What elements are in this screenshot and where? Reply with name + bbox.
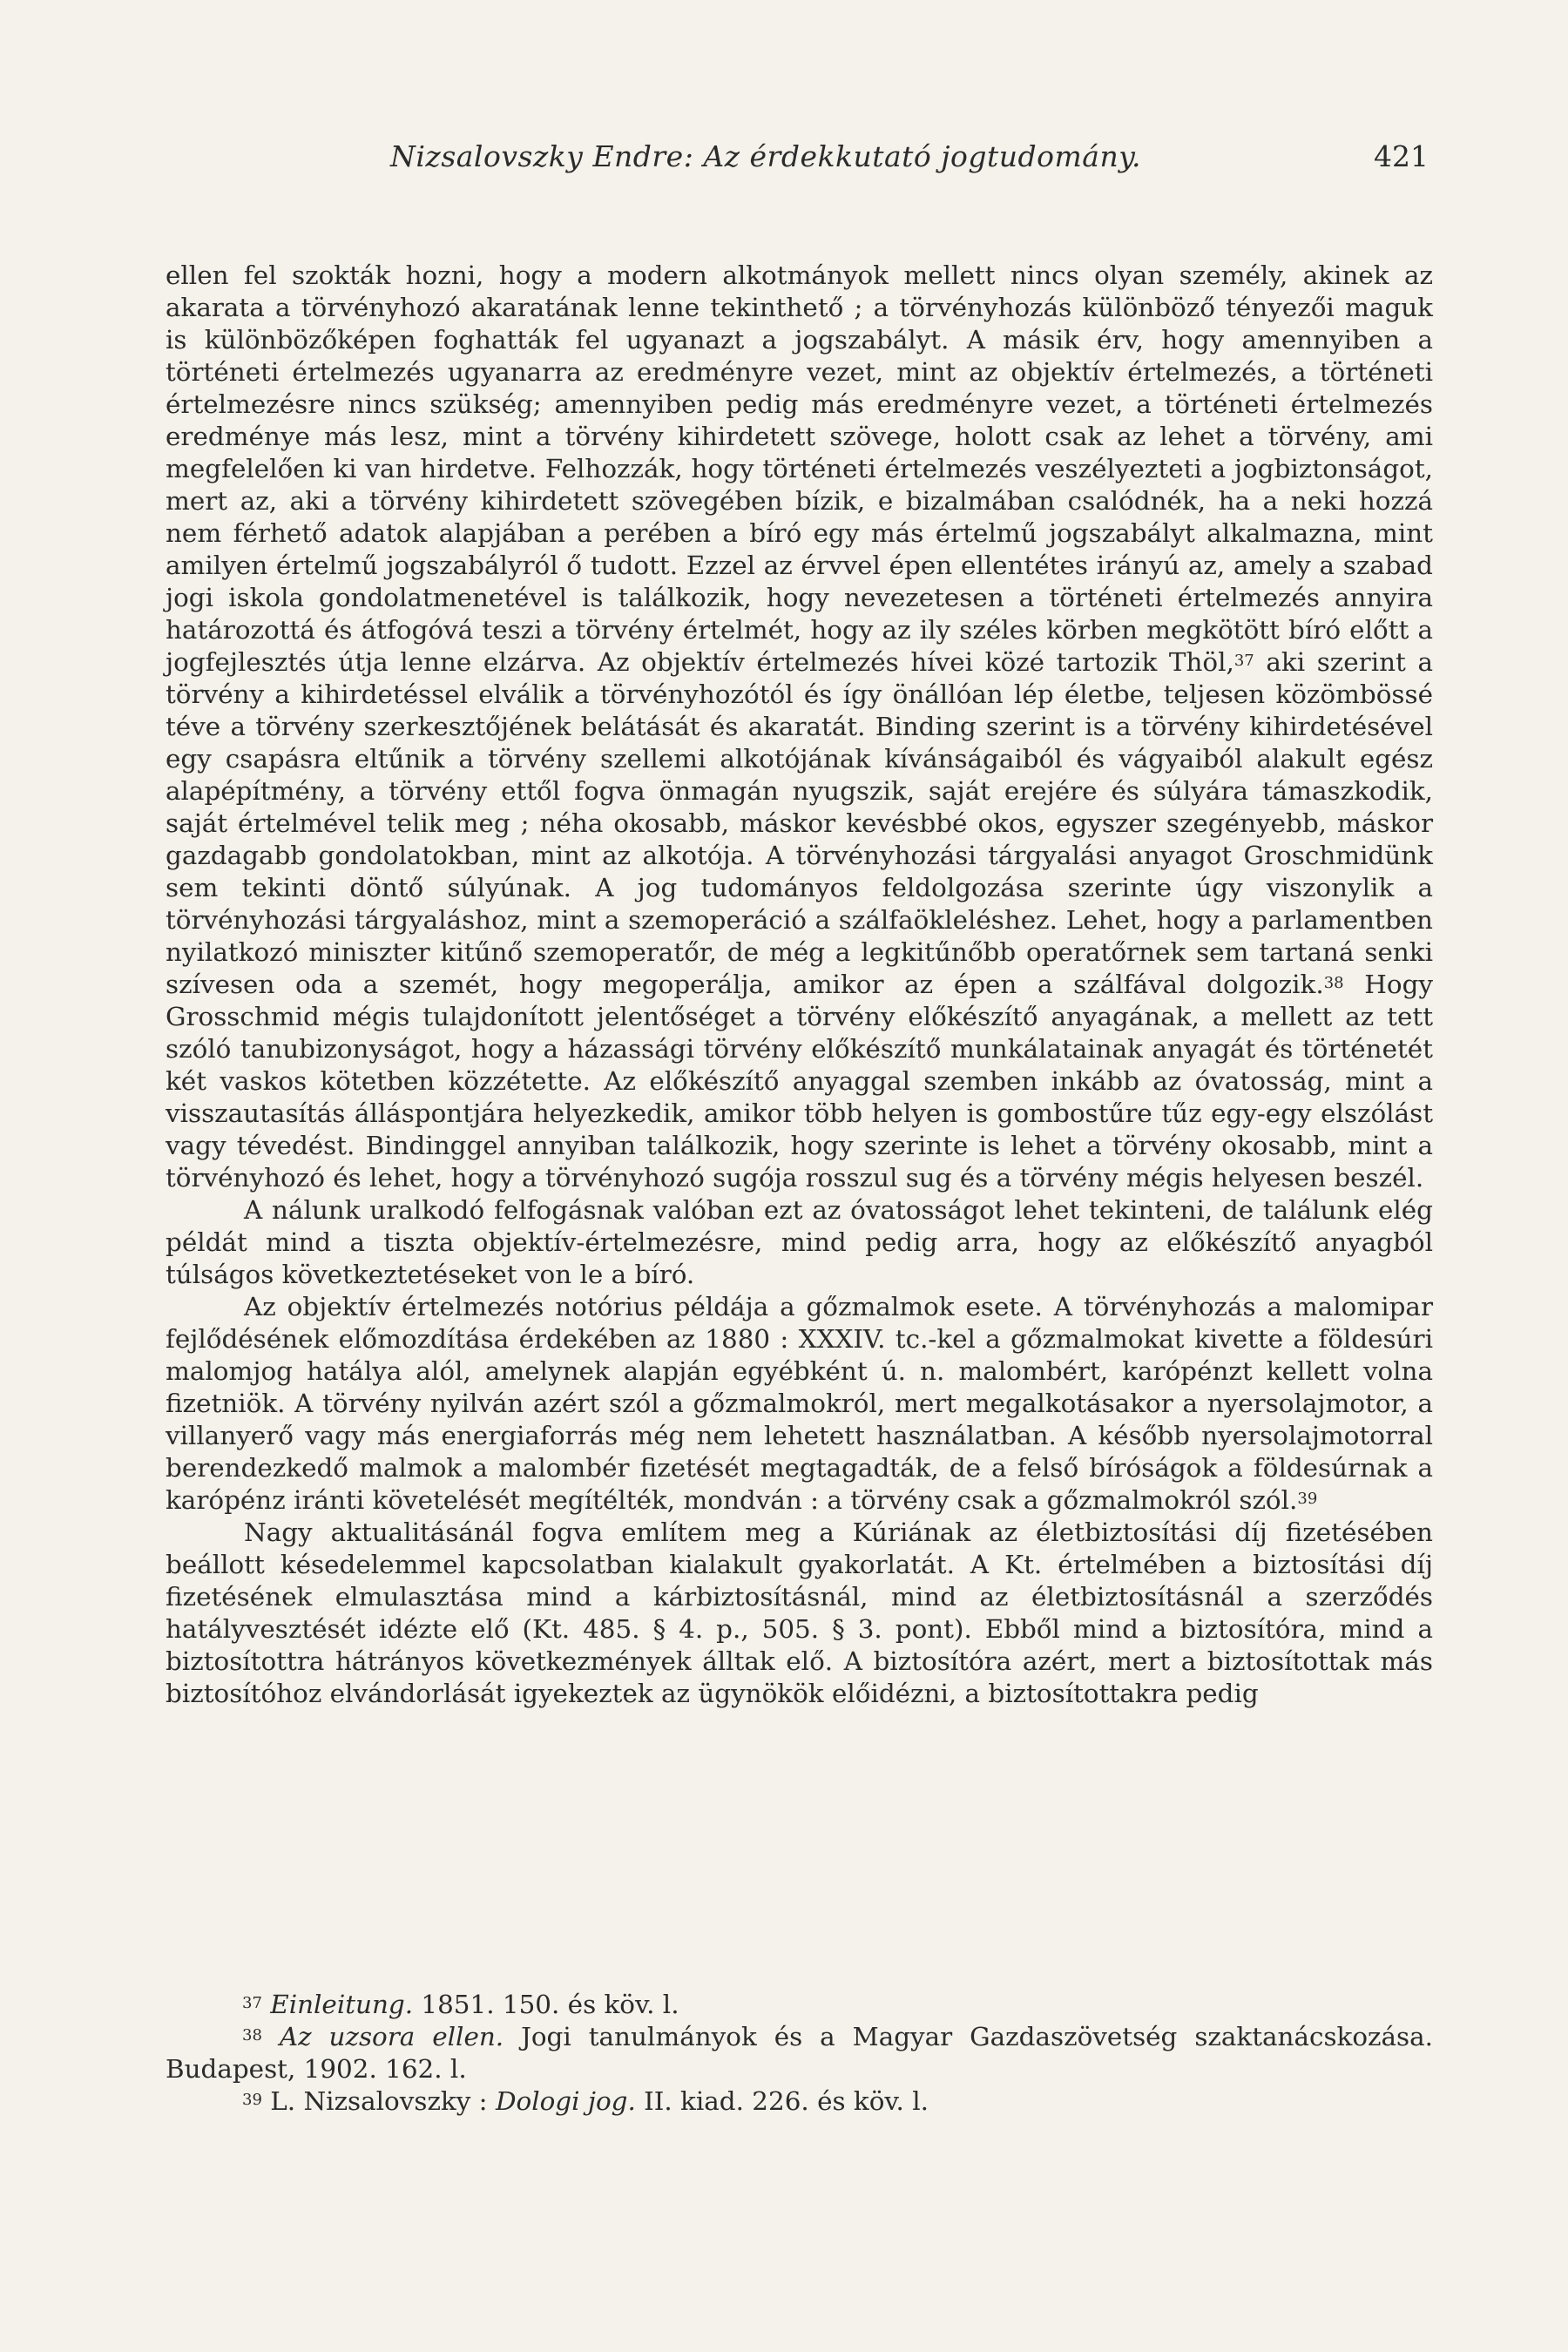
footnote-work-title: Einleitung. [270,1990,414,2019]
paragraph-3-text: Az objektív értelmezés notórius példája a gőzmalmok esete. A törvényhozás a malomipar fejlődésének előmozdítása érdekében az 1880 : XXXIV. tc.-kel a gőzmalmokat kivette a földesúri malomjog hatálya alól, amelynek alapján egyébként ú. n. malombért, karópénzt kellett volna fizetniök. A törvény nyilván azért szól a gőzmalmokról, mert megalkotásakor a nyersolajmotor, a villanyerő vagy más energiaforrás még nem lehetett használatban. A később nyersolajmotorral berendezkedő malmok a malombér fizetését megtagadták, de a felső bíróságok a földesúrnak a karópénz iránti követelését megítélték, mondván : a törvény csak a gőzmalmokról szól. [166,1292,1433,1515]
paragraph-4: Nagy aktualitásánál fogva említem meg a Kúriának az életbiztosítási díj fizetésében beállott késedelemmel kapcsolatban kialakult gyakorlatát. A Kt. értelmében a biztosítási díj fizetésének elmulasztása mind a kárbiztosításnál, mind az életbiztosításnál a szerződés hatályvesztését idézte elő (Kt. 485. § 4. p., 505. § 3. pont). Ebből mind a biztosítóra, mind a biztosítottra hátrányos következmények álltak elő. A biztosítóra azért, mert a biztosítottak más biztosítóhoz elvándorlását igyekeztek az ügynökök előidézni, a biztosítottakra pedig [166,1517,1433,1708]
footnotes [166,1989,1433,2118]
paragraph-1-tail: Hogy Grosschmid mégis tulajdonított jelentőséget a törvény előkészítő anyagának, a mellett az tett szóló tanubizonyságot, hogy a házassági törvény előkészítő munkálatainak anyagát és történetét két vaskos kötetben közzétette. Az előkészítő anyaggal szemben inkább az óvatosság, mint a visszautasítás álláspontjára helyezkedik, amikor több helyen is gombostűre tűz egy-egy elszólást vagy tévedést. Bindinggel annyiban találkozik, hogy szerinte is lehet a törvény okosabb, mint a törvényhozó és lehet, hogy a törvényhozó sugója rosszul sug és a törvény mégis helyesen beszél. [166,970,1434,1193]
running-header [166,139,1429,192]
footnote-text: Jogi tanulmányok és a Magyar Gazdaszövetség szaktanácskozása. Budapest, 1902. 162. l. [166,2022,1434,2084]
footnote-text: 1851. 150. és köv. l. [413,1990,679,2019]
footnote-work-title: Dologi jog. [495,2086,636,2116]
footnote-37 [166,1989,1433,2021]
footnote-ref-39: 39 [1297,1490,1318,1508]
paragraph-3 [166,1291,1433,1517]
paragraph-2: A nálunk uralkodó felfogásnak valóban ezt az óvatosságot lehet tekinteni, de találunk elég példát mind a tiszta objektív-értelmezésre, mind pedig arra, hogy az előkészítő anyagból túlságos következtetéseket von le a bíró. [166,1195,1433,1289]
footnote-number: 38 [242,2026,262,2044]
footnote-ref-37: 37 [1233,652,1254,670]
footnote-number: 37 [242,1994,262,2012]
footnote-39 [166,2085,1433,2118]
paragraph-1-cont: aki szerint a törvény a kihirdetéssel elválik a törvényhozótól és így önállóan lép életbe, teljesen közömbössé téve a törvény szerkesztőjének belátását és akaratát. Binding szerint is a törvény kihirdetésével egy csapásra eltűnik a törvény szellemi alkotójának kívánságaiból és vágyaiból alakult egész alapépítmény, a törvény ettől fogva önmagán nyugszik, saját erejére és súlyára támaszkodik, saját értelmével telik meg ; néha okosabb, máskor kevésbbé okos, egyszer szegényebb, máskor gazdagabb gondolatokban, mint az alkotója. A törvényhozási tárgyalási anyagot Groschmidünk sem tekinti döntő súlyúnak. A jog tudományos feldolgozása szerinte úgy viszonylik a törvényhozási tárgyaláshoz, mint a szemoperáció a szálfaökleléshez. Lehet, hogy a parlamentben nyilatkozó miniszter kitűnő szemoperatőr, de még a legkitűnőbb operatőrnek sem tartaná senki szívesen oda a szemét, hogy megoperálja, amikor az épen a szálfával dolgozik. [166,647,1434,999]
page-number: 421 [1374,139,1429,173]
footnote-text: II. kiad. 226. és köv. l. [635,2086,929,2116]
paragraph-1 [166,260,1433,1194]
footnote-ref-38: 38 [1323,974,1344,992]
footnote-38 [166,2021,1433,2085]
footnote-author: L. Nizsalovszky : [270,2086,496,2116]
footnote-work-title: Az uzsora ellen. [279,2022,504,2051]
footnote-number: 39 [242,2091,262,2109]
body-text [166,260,1433,1710]
paragraph-1-text: ellen fel szokták hozni, hogy a modern alkotmányok mellett nincs olyan személy, akinek az akarata a törvényhozó akaratának lenne tekinthető ; a törvényhozás különböző tényezői maguk is különbözőképen foghatták fel ugyanazt a jogszabályt. A másik érv, hogy amennyiben a történeti értelmezés ugyanarra az eredményre vezet, mint az objektív értelmezés, a történeti értelmezésre nincs szükség; amennyiben pedig más eredményre vezet, a történeti értelmezés eredménye más lesz, mint a törvény kihirdetett szövege, holott csak az lehet a törvény, ami megfelelően ki van hirdetve. Felhozzák, hogy történeti értelmezés veszélyezteti a jogbiztonságot, mert az, aki a törvény kihirdetett szövegében bízik, e bizalmában csalódnék, ha a neki hozzá nem férhető adatok alapjában a perében a bíró egy más értelmű jogszabályt alkalmazna, mint amilyen értelmű jogszabályról ő tudott. Ezzel az érvvel épen ellentétes irányú az, amely a szabad jogi iskola gondolatmenetével is találkozik, hogy nevezetesen a történeti értelmezés annyira határozottá és átfogóvá teszi a törvény értelmét, hogy az ily széles körben megkötött bíró előtt a jogfejlesztés útja lenne elzárva. Az objektív értelmezés hívei közé tartozik Thöl, [166,260,1433,677]
running-title: Nizsalovszky Endre: Az érdekkutató jogtudomány. [390,139,1141,173]
